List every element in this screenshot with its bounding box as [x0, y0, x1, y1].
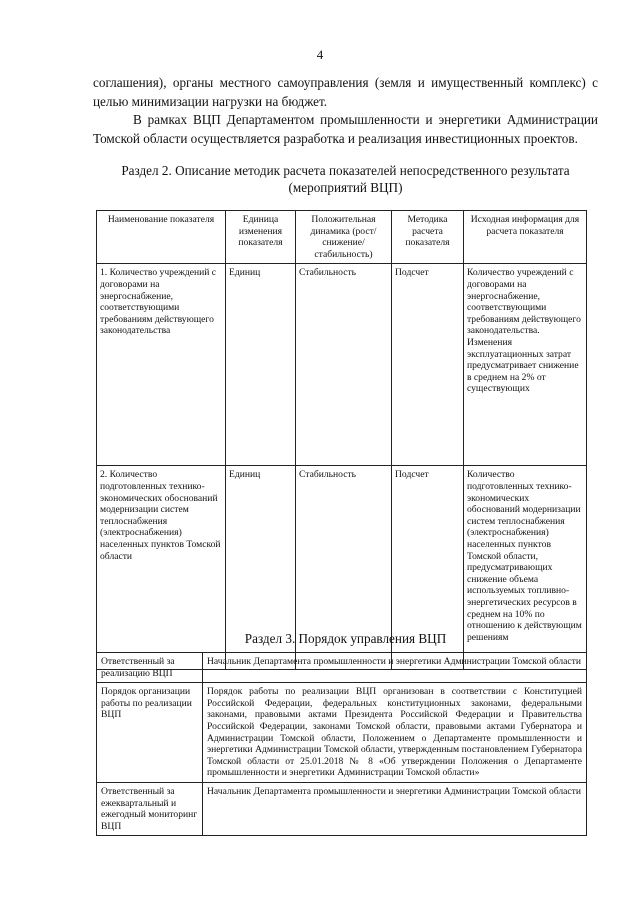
cell-source-info: Количество учреждений с договорами на энергоснабжение, соответствующими требованиям действующего законодательства. Изменения эксплуатационных затрат предусматривает снижение в среднем на 2% от существующих: [464, 264, 587, 466]
intro-text: [93, 74, 598, 148]
table-header-row: [97, 211, 587, 264]
cell-indicator-name: 1. Количество учреждений с договорами на энергоснабжение, соответствующими требованиям действующего законодательства: [97, 264, 226, 466]
cell-method: Подсчет: [392, 466, 464, 670]
intro-paragraph-2: В рамках ВЦП Департаментом промышленности и энергетики Администрации Томской области осуществляется разработка и реализация инвестиционных проектов.: [93, 112, 598, 146]
cell-unit: Единиц: [226, 466, 296, 670]
header-indicator-name: Наименование показателя: [97, 211, 226, 264]
header-method: Методика расчета показателя: [392, 211, 464, 264]
intro-paragraph-1: соглашения), органы местного самоуправления (земля и имущественный комплекс) с целью минимизации нагрузки на бюджет.: [93, 75, 598, 109]
cell-dynamics: Стабильность: [296, 466, 392, 670]
indicators-table: [96, 210, 587, 670]
cell-value: Начальник Департамента промышленности и энергетики Администрации Томской области: [203, 653, 587, 683]
cell-value: Начальник Департамента промышленности и энергетики Администрации Томской области: [203, 782, 587, 835]
cell-source-info: Количество подготовленных технико-экономических обоснований модернизации систем теплоснабжения (электроснабжения) населенных пунктов Томской области, предусматривающих снижение объема используемых топливно-энергетических ресурсов в среднем на 10% по отношению к действующим решениям: [464, 466, 587, 670]
table-row: [97, 264, 587, 466]
section-2-title: Раздел 2. Описание методик расчета показателей непосредственного результата (мероприятий ВЦП): [121, 163, 570, 195]
cell-label: Ответственный за реализацию ВЦП: [97, 653, 203, 683]
table-row: [97, 782, 587, 835]
section-3-title: Раздел 3. Порядок управления ВЦП: [244, 631, 447, 646]
management-table: [96, 652, 587, 836]
header-unit: Единица изменения показателя: [226, 211, 296, 264]
cell-unit: Единиц: [226, 264, 296, 466]
cell-value: Порядок работы по реализации ВЦП организован в соответствии с Конституцией Российской Федерации, федеральных конституционных законами, федеральными законами, правовыми актами Президента Российской Федерации и Правительства Российской Федерации, законами Томской области, правовыми актами Губернатора и Администрации Томской области, Положением о Департаменте промышленности и энергетики Администрации Томской области, утвержденным постановлением Губернатора Томской области от 25.01.2018 № 8 «Об утверждении Положения о Департаменте промышленности и энергетики Администрации Томской области»: [203, 683, 587, 783]
header-source-info: Исходная информация для расчета показателя: [464, 211, 587, 264]
cell-dynamics: Стабильность: [296, 264, 392, 466]
cell-label: Ответственный за ежеквартальный и ежегодный мониторинг ВЦП: [97, 782, 203, 835]
cell-method: Подсчет: [392, 264, 464, 466]
cell-label: Порядок организации работы по реализации ВЦП: [97, 683, 203, 783]
table-row: [97, 653, 587, 683]
header-dynamics: Положительная динамика (рост/снижение/стабильность): [296, 211, 392, 264]
table-row: [97, 683, 587, 783]
page-number: 4: [316, 47, 324, 62]
cell-indicator-name: 2. Количество подготовленных технико-экономических обоснований модернизации систем теплоснабжения (электроснабжения) населенных пунктов Томской области: [97, 466, 226, 670]
